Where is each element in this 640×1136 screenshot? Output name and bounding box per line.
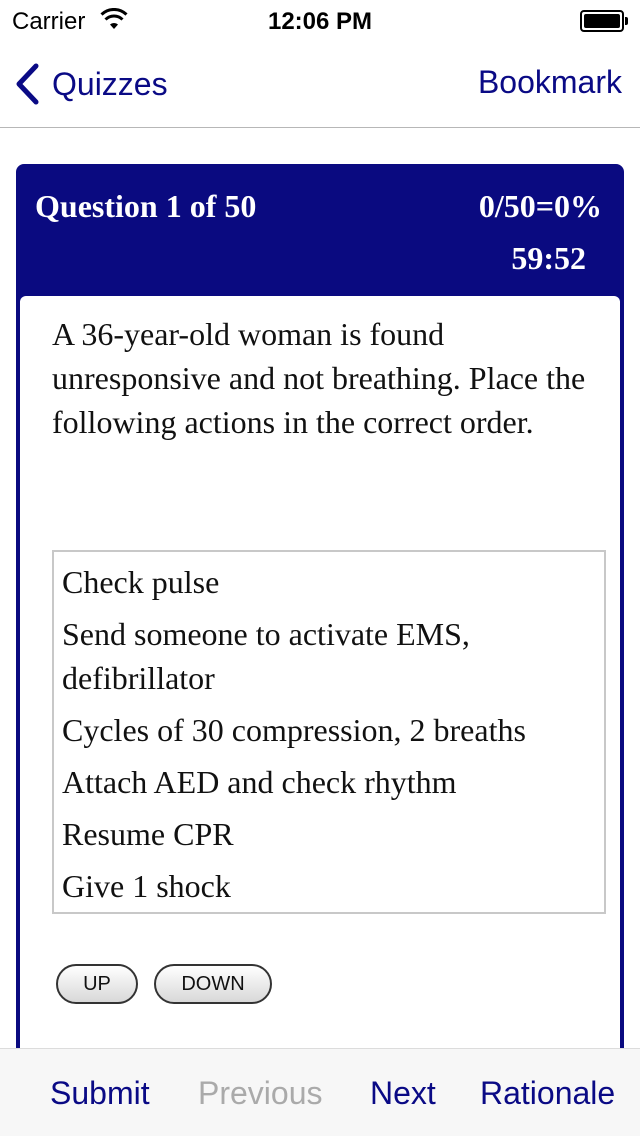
next-button[interactable]: Next xyxy=(370,1075,436,1111)
question-body xyxy=(20,296,620,1064)
list-item[interactable]: Check pulse xyxy=(62,564,220,600)
move-down-button[interactable]: DOWN xyxy=(154,964,272,1004)
chevron-left-icon xyxy=(14,63,40,105)
back-button[interactable] xyxy=(14,62,168,106)
submit-button[interactable]: Submit xyxy=(50,1075,150,1111)
list-item[interactable]: Send someone to activate EMS, defibrillator xyxy=(62,616,470,696)
list-item[interactable]: Give 1 shock xyxy=(62,868,231,904)
question-card xyxy=(16,164,624,1064)
move-up-button[interactable]: UP xyxy=(56,964,138,1004)
list-item[interactable]: Cycles of 30 compression, 2 breaths xyxy=(62,712,526,748)
ordering-list[interactable] xyxy=(52,550,606,914)
timer-label: 59:52 xyxy=(511,240,586,276)
navigation-bar xyxy=(0,40,640,128)
list-item[interactable]: Resume CPR xyxy=(62,816,234,852)
battery-icon xyxy=(580,10,628,32)
status-bar xyxy=(0,0,640,40)
question-text: A 36-year-old woman is found unresponsive and not breathing. Place the following actions in the correct order. xyxy=(52,316,586,440)
list-item[interactable]: Attach AED and check rhythm xyxy=(62,764,457,800)
question-header xyxy=(16,164,624,294)
carrier-label: Carrier xyxy=(12,8,86,35)
score-label: 0/50=0% xyxy=(478,188,602,224)
bookmark-button[interactable]: Bookmark xyxy=(477,64,622,100)
question-number: Question 1 of 50 xyxy=(35,188,257,224)
clock-label: 12:06 PM xyxy=(267,8,373,35)
previous-button[interactable]: Previous xyxy=(198,1075,323,1111)
back-button-label: Quizzes xyxy=(52,65,168,102)
rationale-button[interactable]: Rationale xyxy=(480,1075,616,1111)
bottom-toolbar xyxy=(0,1048,640,1136)
